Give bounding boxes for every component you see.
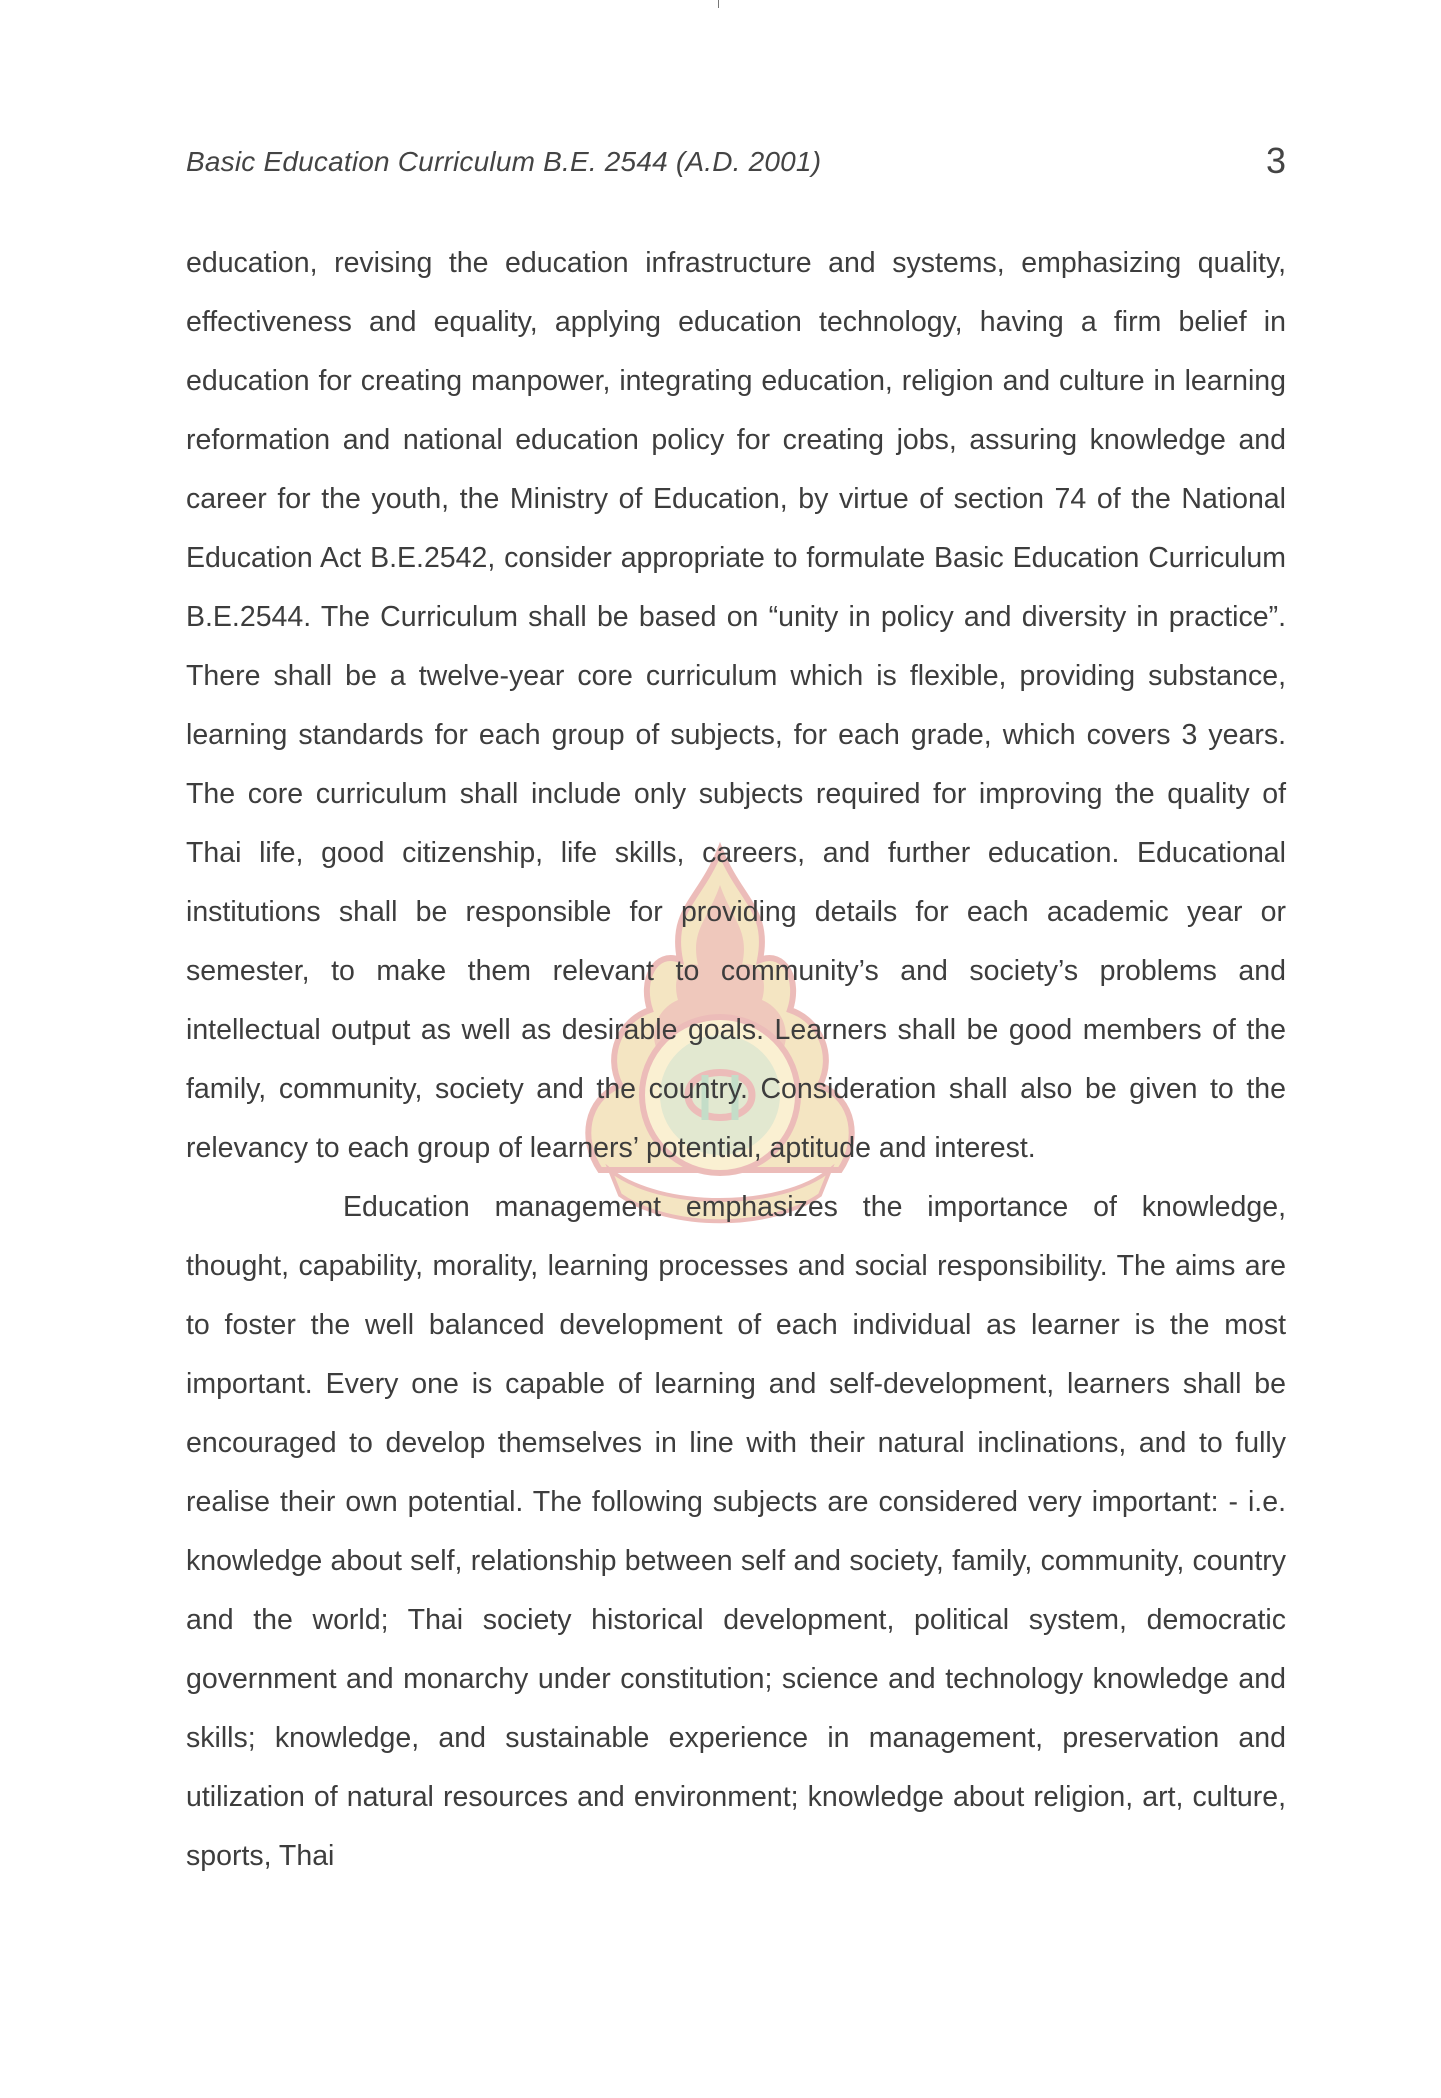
paragraph-indented: Education management emphasizes the importance of knowledge, thought, capability, morality, learning processes and social responsibility. The aims are to foster the well balanced development of each individual as learner is the most important. Every one is capable of learning and self-development, learners shall be encouraged to develop themselves in line with their natural inclinations, and to fully realise their own potential. The following subjects are considered very important: - i.e. knowledge about self, relationship between self and society, family, community, country and the world; Thai society historical development, political system, democratic government and monarchy under constitution; science and technology knowledge and skills; knowledge, and sustainable experience in management, preservation and utilization of natural resources and environment; knowledge about religion, art, culture, sports, Thai: [186, 1191, 1286, 1872]
page-number: 3: [1265, 140, 1286, 181]
page-edge-tick: [718, 0, 719, 8]
running-title: Basic Education Curriculum B.E. 2544 (A.D. 2001): [186, 146, 822, 177]
paragraph: education, revising the education infrastructure and systems, emphasizing quality, effectiveness and equality, applying education technology, having a firm belief in education for creating manpower, integrating education, religion and culture in learning reformation and national education policy for creating jobs, assuring knowledge and career for the youth, the Ministry of Education, by virtue of section 74 of the National Education Act B.E.2542, consider appropriate to formulate Basic Education Curriculum B.E.2544. The Curriculum shall be based on “unity in policy and diversity in practice”. There shall be a twelve-year core curriculum which is flexible, providing substance, learning standards for each group of subjects, for each grade, which covers 3 years. The core curriculum shall include only subjects required for improving the quality of Thai life, good citizenship, life skills, careers, and further education. Educational institutions shall be responsible for providing details for each academic year or semester, to make them relevant to community’s and society’s problems and intellectual output as well as desirable goals. Learners shall be good members of the family, community, society and the country. Consideration shall also be given to the relevancy to each group of learners’ potential, aptitude and interest.: [186, 247, 1286, 1164]
page-header: [186, 140, 1286, 180]
body-text: [186, 234, 1286, 1886]
